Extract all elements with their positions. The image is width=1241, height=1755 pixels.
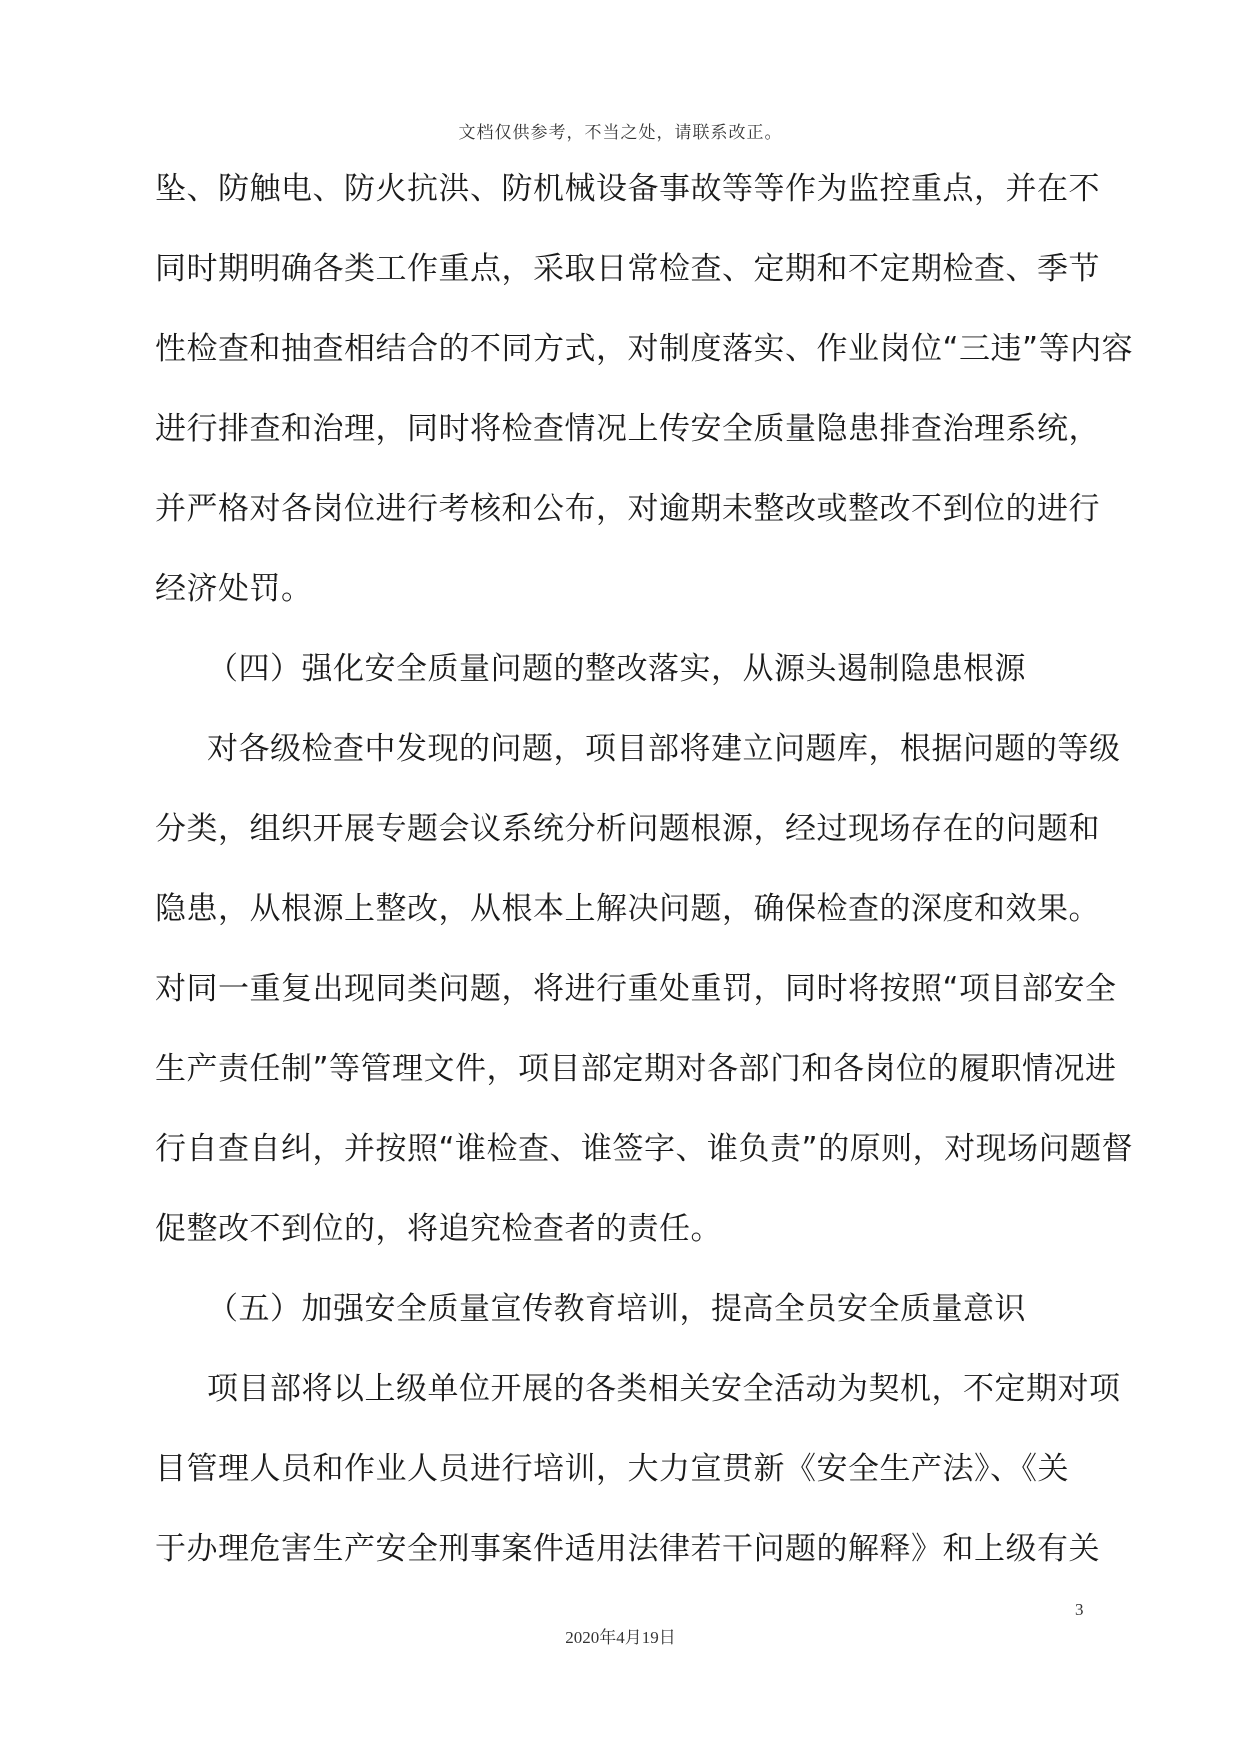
body-line: 并严格对各岗位进行考核和公布，对逾期未整改或整改不到位的进行 [155, 491, 1100, 527]
document-body [155, 160, 1134, 1600]
body-line: 目管理人员和作业人员进行培训，大力宣贯新《安全生产法》、《关 [155, 1451, 1069, 1487]
body-line: 隐患，从根源上整改，从根本上解决问题，确保检查的深度和效果。 [155, 891, 1100, 927]
footer-date: 2020年4月19日 [565, 1628, 676, 1647]
body-line: 坠、防触电、防火抗洪、防机械设备事故等等作为监控重点，并在不 [155, 171, 1100, 207]
body-line: 于办理危害生产安全刑事案件适用法律若干问题的解释》和上级有关 [155, 1531, 1100, 1567]
body-line: 性检查和抽查相结合的不同方式，对制度落实、作业岗位“三违”等内容 [155, 331, 1134, 367]
body-line: 对各级检查中发现的问题，项目部将建立问题库，根据问题的等级 [207, 731, 1121, 767]
body-line: 项目部将以上级单位开展的各类相关安全活动为契机，不定期对项 [207, 1371, 1121, 1407]
section-heading-4: （四）强化安全质量问题的整改落实，从源头遏制隐患根源 [207, 651, 1026, 687]
body-line: 经济处罚。 [155, 571, 313, 607]
body-line: 促整改不到位的，将追究检查者的责任。 [155, 1211, 722, 1247]
body-line: 进行排查和治理，同时将检查情况上传安全质量隐患排查治理系统， [155, 411, 1100, 447]
body-line: 分类，组织开展专题会议系统分析问题根源，经过现场存在的问题和 [155, 811, 1100, 847]
body-line: 对同一重复出现同类问题，将进行重处重罚，同时将按照“项目部安全 [155, 971, 1117, 1007]
body-line: 行自查自纠，并按照“谁检查、谁签字、谁负责”的原则，对现场问题督 [155, 1131, 1134, 1167]
body-line: 同时期明确各类工作重点，采取日常检查、定期和不定期检查、季节 [155, 251, 1100, 287]
body-line: 生产责任制”等管理文件，项目部定期对各部门和各岗位的履职情况进 [155, 1051, 1117, 1087]
page-number: 3 [1075, 1600, 1084, 1619]
section-heading-5: （五）加强安全质量宣传教育培训，提高全员安全质量意识 [207, 1291, 1026, 1327]
page-header: 文档仅供参考，不当之处，请联系改正。 [458, 123, 783, 143]
